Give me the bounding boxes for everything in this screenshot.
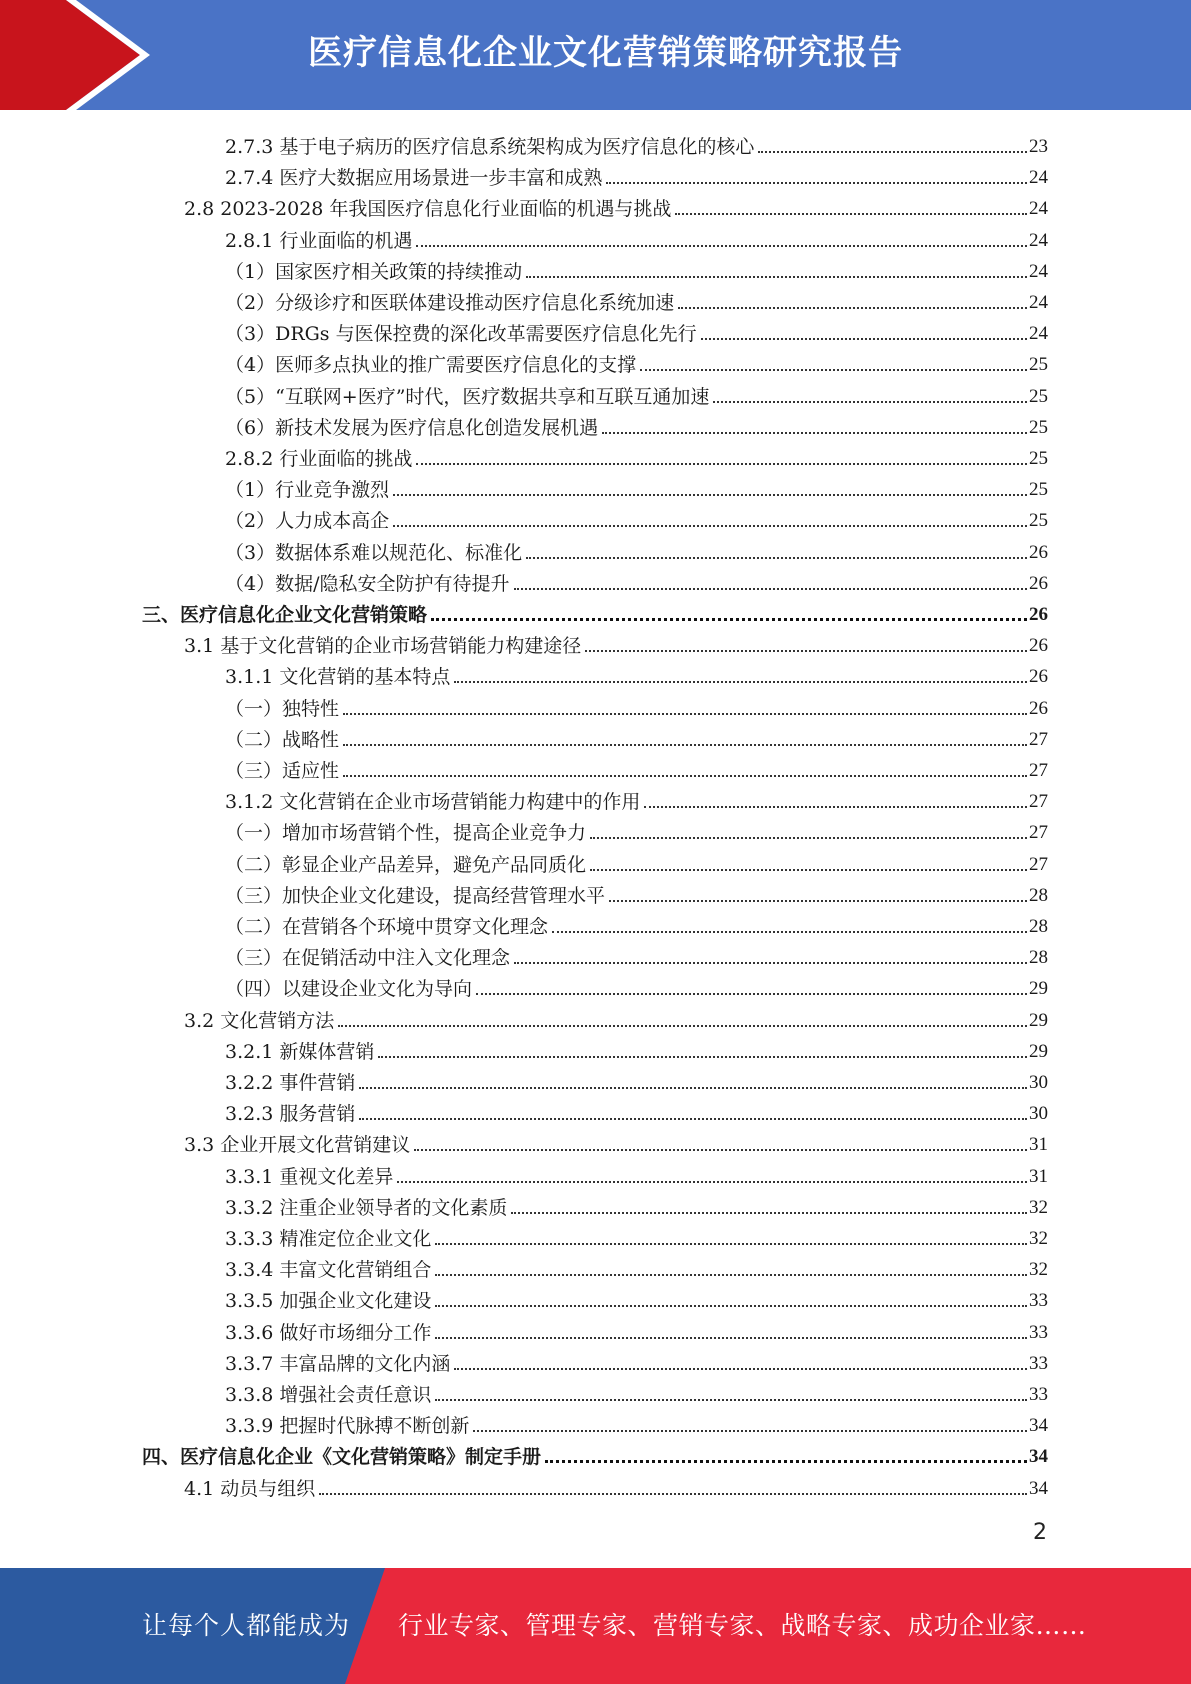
toc-dot-leader (393, 525, 1027, 527)
toc-dot-leader (343, 713, 1027, 715)
toc-entry-title: 3.3 企业开展文化营销建议 (184, 1134, 411, 1157)
toc-entry[interactable] (225, 658, 1048, 689)
toc-entry-page: 29 (1029, 978, 1048, 1000)
toc-entry-page: 25 (1029, 354, 1048, 376)
toc-entry-page: 24 (1029, 323, 1048, 345)
toc-dot-leader (359, 1118, 1027, 1120)
toc-entry[interactable] (142, 1438, 1048, 1469)
toc-entry-page: 24 (1029, 260, 1048, 282)
toc-entry-title: 三、医疗信息化企业文化营销策略 (142, 604, 428, 626)
toc-entry-title: 2.7.4 医疗大数据应用场景进一步丰富和成熟 (225, 167, 603, 190)
toc-dot-leader (416, 245, 1027, 247)
toc-entry-page: 34 (1029, 1446, 1048, 1468)
toc-entry-title: 4.1 动员与组织 (184, 1477, 316, 1500)
toc-entry-page: 26 (1029, 541, 1048, 563)
toc-entry-page: 33 (1029, 1290, 1048, 1312)
toc-dot-leader (476, 993, 1027, 995)
toc-entry[interactable] (225, 908, 1048, 939)
toc-dot-leader (319, 1493, 1027, 1495)
toc-entry[interactable] (225, 1407, 1048, 1438)
toc-entry-page: 27 (1029, 728, 1048, 750)
toc-entry[interactable] (225, 440, 1048, 471)
toc-dot-leader (435, 1243, 1027, 1245)
toc-entry[interactable] (225, 721, 1048, 752)
toc-entry-page: 24 (1029, 229, 1048, 251)
toc-entry[interactable] (225, 1033, 1048, 1064)
toc-dot-leader (606, 182, 1027, 184)
toc-dot-leader (343, 744, 1027, 746)
toc-entry-page: 27 (1029, 760, 1048, 781)
toc-entry-title: 2.8.2 行业面临的挑战 (225, 448, 413, 470)
toc-entry-page: 24 (1029, 292, 1048, 313)
toc-entry-page: 25 (1029, 479, 1048, 501)
toc-entry-page: 23 (1029, 136, 1048, 157)
toc-dot-leader (378, 1056, 1027, 1058)
toc-entry-title: 3.1.1 文化营销的基本特点 (225, 666, 451, 689)
toc-dot-leader (701, 338, 1027, 340)
toc-entry[interactable] (184, 1126, 1048, 1157)
toc-entry-title: 3.3.8 增强社会责任意识 (225, 1384, 432, 1406)
toc-dot-leader (526, 276, 1027, 278)
toc-dot-leader (678, 307, 1027, 309)
toc-dot-leader (435, 1337, 1027, 1339)
toc-entry-title: （一）增加市场营销个性，提高企业竞争力 (225, 822, 587, 845)
toc-dot-leader (713, 401, 1027, 403)
toc-entry-title: 3.3.7 丰富品牌的文化内涵 (225, 1352, 451, 1375)
toc-entry-title: （3）DRGs 与医保控费的深化改革需要医疗信息化先行 (225, 323, 697, 346)
toc-entry-title: 3.3.6 做好市场细分工作 (225, 1321, 432, 1344)
toc-entry[interactable] (184, 1470, 1048, 1501)
toc-entry-title: 2.8.1 行业面临的机遇 (225, 229, 413, 252)
toc-entry[interactable] (225, 471, 1048, 502)
toc-entry-page: 25 (1029, 385, 1048, 407)
toc-dot-leader (514, 962, 1027, 964)
toc-entry-title: （5）“互联网+医疗”时代，医疗数据共享和互联互通加速 (225, 385, 710, 408)
toc-entry[interactable] (225, 690, 1048, 721)
toc-entry-page: 25 (1029, 416, 1048, 438)
toc-entry-title: 3.3.3 精准定位企业文化 (225, 1228, 432, 1250)
toc-entry-title: 3.3.5 加强企业文化建设 (225, 1290, 432, 1313)
toc-entry[interactable] (184, 627, 1048, 658)
toc-dot-leader (397, 1181, 1027, 1183)
toc-entry[interactable] (184, 1002, 1048, 1033)
toc-dot-leader (454, 1368, 1027, 1370)
toc-entry-page: 26 (1029, 604, 1048, 625)
toc-dot-leader (435, 1399, 1027, 1401)
toc-dot-leader (545, 1460, 1027, 1463)
toc-entry-title: 3.2 文化营销方法 (184, 1009, 335, 1032)
toc-entry[interactable] (225, 1251, 1048, 1282)
toc-entry[interactable] (225, 284, 1048, 315)
toc-entry[interactable] (225, 1376, 1048, 1407)
toc-entry-title: （二）在营销各个环境中贯穿文化理念 (225, 916, 549, 938)
toc-entry-title: （3）数据体系难以规范化、标准化 (225, 541, 523, 564)
toc-entry[interactable] (225, 502, 1048, 533)
toc-entry[interactable] (225, 752, 1048, 783)
toc-dot-leader (609, 900, 1027, 902)
toc-dot-leader (640, 369, 1027, 371)
toc-entry[interactable] (225, 346, 1048, 377)
toc-entry-title: （6）新技术发展为医疗信息化创造发展机遇 (225, 416, 599, 439)
toc-entry-title: 四、医疗信息化企业《文化营销策略》制定手册 (142, 1446, 542, 1469)
toc-entry-title: （4）数据/隐私安全防护有待提升 (225, 572, 510, 595)
toc-entry-title: （三）加快企业文化建设，提高经营管理水平 (225, 884, 606, 907)
toc-entry-title: （二）战略性 (225, 728, 340, 751)
toc-entry-title: （1）国家医疗相关政策的持续推动 (225, 260, 523, 283)
toc-entry-title: 3.1 基于文化营销的企业市场营销能力构建途径 (184, 635, 582, 658)
toc-entry-page: 26 (1029, 697, 1048, 719)
toc-entry-page: 24 (1029, 198, 1048, 220)
toc-entry[interactable] (225, 970, 1048, 1001)
toc-entry[interactable] (225, 222, 1048, 253)
toc-dot-leader (343, 775, 1027, 777)
toc-entry-title: （一）独特性 (225, 697, 340, 720)
toc-entry-title: 3.2.1 新媒体营销 (225, 1040, 375, 1063)
toc-entry-title: 2.8 2023-2028 年我国医疗信息化行业面临的机遇与挑战 (184, 198, 672, 221)
page-number: 2 (1033, 1520, 1047, 1545)
toc-entry-title: （三）在促销活动中注入文化理念 (225, 947, 511, 970)
toc-entry[interactable] (225, 1220, 1048, 1251)
toc-entry-page: 26 (1029, 666, 1048, 688)
toc-dot-leader (416, 463, 1027, 465)
toc-entry[interactable] (225, 409, 1048, 440)
toc-entry-page: 28 (1029, 884, 1048, 906)
toc-entry-page: 34 (1029, 1477, 1048, 1499)
toc-entry-page: 29 (1029, 1009, 1048, 1031)
toc-entry[interactable] (225, 159, 1048, 190)
toc-dot-leader (552, 931, 1027, 933)
toc-entry-page: 25 (1029, 448, 1048, 469)
document-title: 医疗信息化企业文化营销策略研究报告 (308, 33, 903, 73)
footer-slogan-left: 让每个人都能成为 (142, 1611, 351, 1640)
toc-entry-page: 31 (1029, 1134, 1048, 1156)
toc-entry[interactable] (142, 596, 1048, 627)
toc-entry[interactable] (225, 783, 1048, 814)
toc-entry-page: 33 (1029, 1352, 1048, 1374)
toc-entry-page: 29 (1029, 1040, 1048, 1062)
toc-dot-leader (675, 213, 1027, 215)
toc-entry-page: 32 (1029, 1259, 1048, 1281)
toc-dot-leader (435, 1305, 1027, 1307)
toc-entry-title: （二）彰显企业产品差异，避免产品同质化 (225, 853, 587, 876)
page-header (0, 0, 1191, 110)
toc-dot-leader (431, 618, 1027, 621)
toc-dot-leader (585, 650, 1027, 652)
toc-entry[interactable] (225, 1314, 1048, 1345)
toc-entry-page: 27 (1029, 822, 1048, 844)
toc-dot-leader (511, 1212, 1027, 1214)
toc-entry[interactable] (225, 534, 1048, 565)
toc-entry-page: 28 (1029, 947, 1048, 969)
toc-entry-page: 26 (1029, 635, 1048, 657)
toc-dot-leader (590, 869, 1027, 871)
page-footer (0, 1568, 1191, 1684)
footer-slogan-right: 行业专家、管理专家、营销专家、战略专家、成功企业家…… (398, 1611, 1087, 1640)
toc-entry[interactable] (225, 128, 1048, 159)
toc-dot-leader (526, 557, 1027, 559)
toc-entry-page: 33 (1029, 1321, 1048, 1343)
toc-entry[interactable] (225, 939, 1048, 970)
toc-dot-leader (473, 1430, 1027, 1432)
toc-dot-leader (435, 1274, 1027, 1276)
toc-entry-title: 3.1.2 文化营销在企业市场营销能力构建中的作用 (225, 791, 641, 814)
toc-entry-page: 27 (1029, 791, 1048, 813)
toc-dot-leader (514, 588, 1028, 590)
toc-entry-title: （三）适应性 (225, 760, 340, 782)
toc-entry-page: 26 (1029, 572, 1048, 594)
toc-entry[interactable] (225, 1064, 1048, 1095)
toc-entry[interactable] (225, 253, 1048, 284)
toc-entry-title: （四）以建设企业文化为导向 (225, 978, 473, 1001)
toc-dot-leader (590, 837, 1027, 839)
toc-entry[interactable] (225, 315, 1048, 346)
toc-entry-title: 3.3.4 丰富文化营销组合 (225, 1259, 432, 1282)
toc-entry[interactable] (225, 1189, 1048, 1220)
toc-entry-page: 34 (1029, 1415, 1048, 1437)
toc-entry-title: 3.3.2 注重企业领导者的文化素质 (225, 1196, 508, 1219)
toc-dot-leader (644, 806, 1027, 808)
toc-dot-leader (359, 1087, 1027, 1089)
toc-entry-title: （1）行业竞争激烈 (225, 479, 390, 502)
toc-entry[interactable] (225, 846, 1048, 877)
toc-dot-leader (602, 432, 1027, 434)
toc-entry-title: （2）人力成本高企 (225, 510, 390, 533)
toc-entry-page: 27 (1029, 853, 1048, 875)
toc-dot-leader (414, 1149, 1027, 1151)
toc-entry[interactable] (225, 565, 1048, 596)
toc-entry-page: 32 (1029, 1228, 1048, 1249)
toc-entry-page: 31 (1029, 1165, 1048, 1187)
toc-entry-title: 3.2.2 事件营销 (225, 1072, 356, 1094)
toc-entry-title: 3.3.9 把握时代脉搏不断创新 (225, 1415, 470, 1438)
toc-entry-page: 25 (1029, 510, 1048, 532)
toc-entry[interactable] (225, 1345, 1048, 1376)
toc-entry-title: （2）分级诊疗和医联体建设推动医疗信息化系统加速 (225, 292, 675, 314)
toc-dot-leader (454, 681, 1027, 683)
toc-entry-page: 30 (1029, 1103, 1048, 1125)
toc-dot-leader (758, 151, 1027, 153)
toc-entry-title: 2.7.3 基于电子病历的医疗信息系统架构成为医疗信息化的核心 (225, 136, 755, 158)
toc-entry-title: 3.2.3 服务营销 (225, 1103, 356, 1126)
toc-dot-leader (393, 494, 1027, 496)
toc-entry-page: 28 (1029, 916, 1048, 937)
toc-entry-page: 32 (1029, 1196, 1048, 1218)
toc-entry[interactable] (225, 877, 1048, 908)
toc-entry[interactable] (184, 190, 1048, 221)
toc-dot-leader (338, 1025, 1027, 1027)
toc-entry[interactable] (225, 814, 1048, 845)
toc-entry-page: 33 (1029, 1384, 1048, 1405)
toc-entry[interactable] (225, 378, 1048, 409)
toc-entry-page: 30 (1029, 1072, 1048, 1093)
toc-entry-title: 3.3.1 重视文化差异 (225, 1165, 394, 1188)
toc-entry-title: （4）医师多点执业的推广需要医疗信息化的支撑 (225, 354, 637, 377)
toc-entry-page: 24 (1029, 167, 1048, 189)
toc-entry[interactable] (225, 1095, 1048, 1126)
toc-entry[interactable] (225, 1158, 1048, 1189)
toc-entry[interactable] (225, 1282, 1048, 1313)
